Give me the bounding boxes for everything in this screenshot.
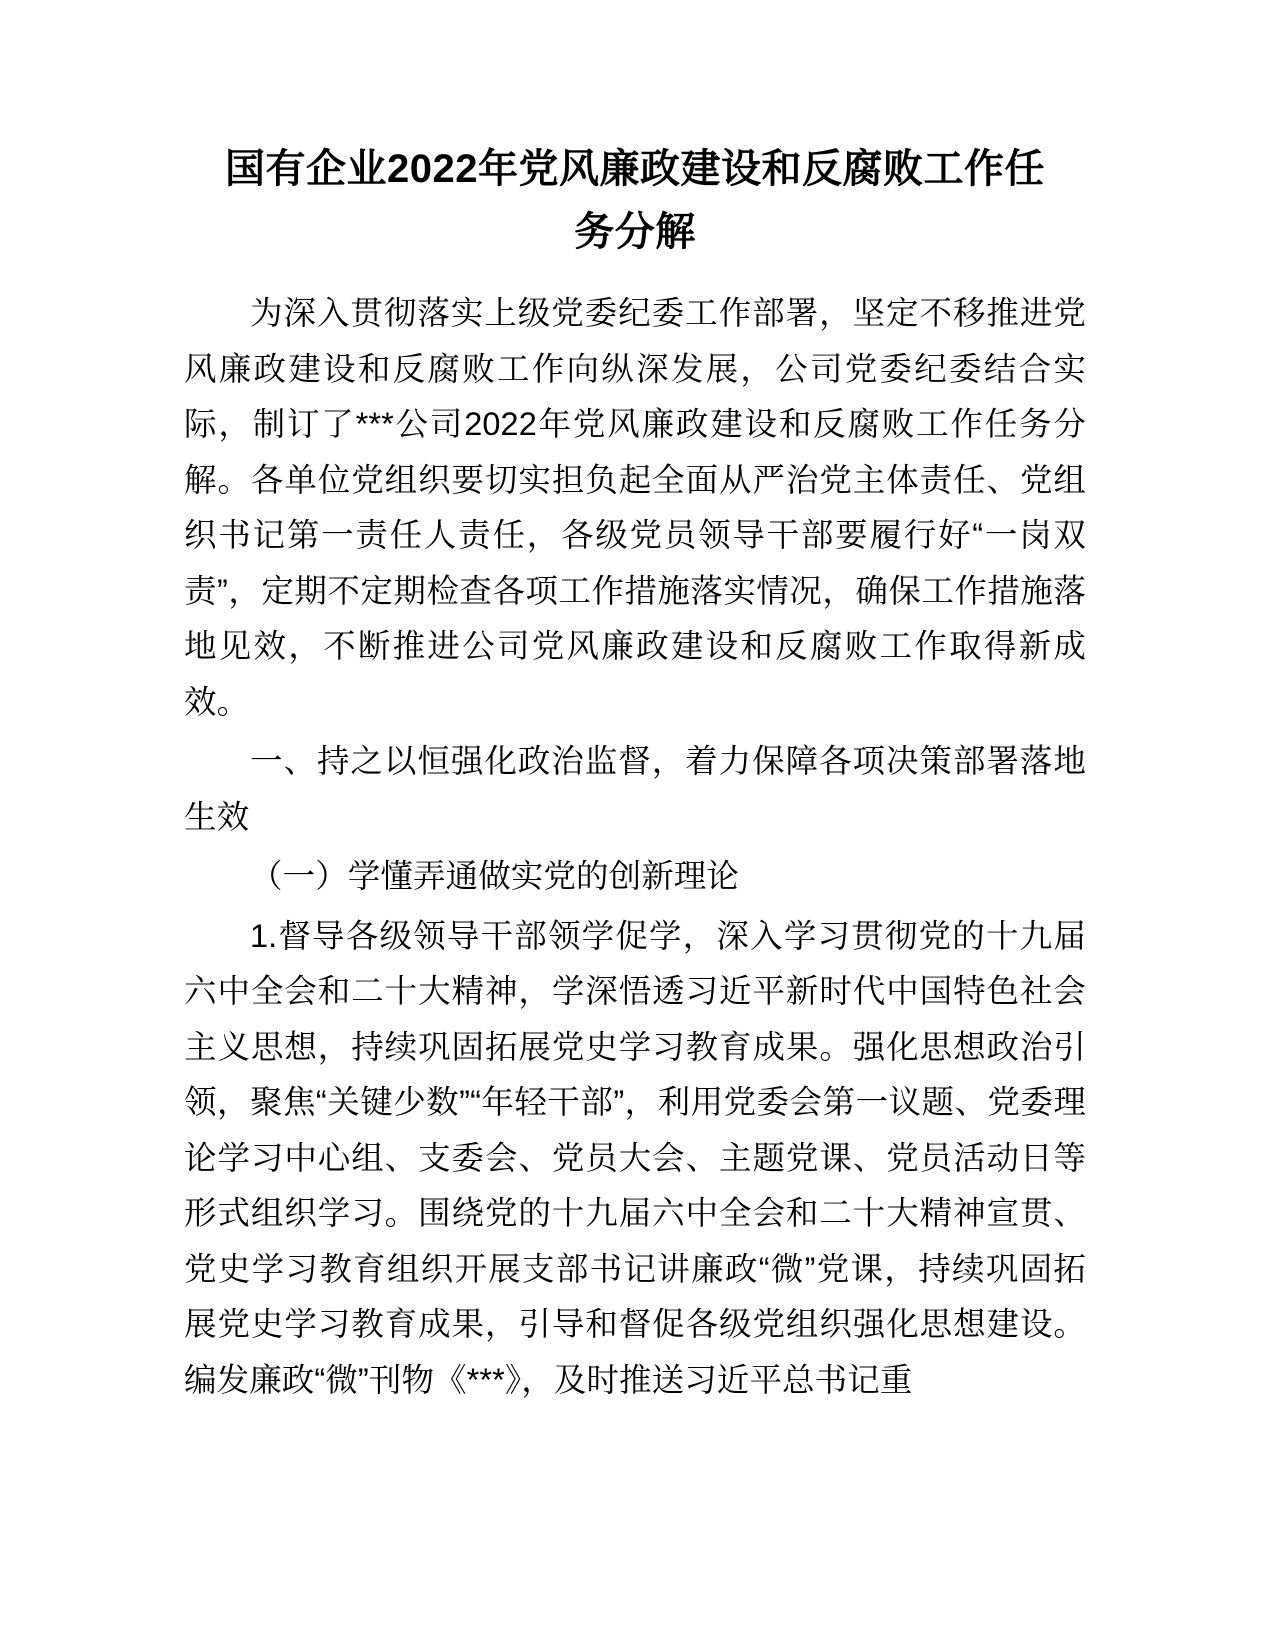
paragraph-item-1: 1.督导各级领导干部领学促学，深入学习贯彻党的十九届六中全会和二十大精神，学深悟透习近平新时代中国特色社会主义思想，持续巩固拓展党史学习教育成果。强化思想政治引领，聚焦“关键少数”“年轻干部”，利用党委会第一议题、党委理论学习中心组、支委会、党员大会、主题党课、党员活动日等形式组织学习。围绕党的十九届六中全会和二十大精神宣贯、党史学习教育组织开展支部书记讲廉政“微”党课，持续巩固拓展党史学习教育成果，引导和督促各级党组织强化思想建设。编发廉政“微”刊物《***》，及时推送习近平总书记重 bbox=[184, 917, 1086, 1398]
subsection-heading-1-1: （一）学懂弄通做实党的创新理论 bbox=[250, 858, 740, 894]
document-content bbox=[184, 138, 1086, 1412]
paragraph-intro: 为深入贯彻落实上级党委纪委工作部署，坚定不移推进党风廉政建设和反腐败工作向纵深发展，公司党委纪委结合实际，制订了***公司2022年党风廉政建设和反腐败工作任务分解。各单位党组织要切实担负起全面从严治党主体责任、党组织书记第一责任人责任，各级党员领导干部要履行好“一岗双责”，定期不定期检查各项工作措施落实情况，确保工作措施落地见效，不断推进公司党风廉政建设和反腐败工作取得新成效。 bbox=[184, 295, 1086, 720]
section-heading-1: 一、持之以恒强化政治监督，着力保障各项决策部署落地生效 bbox=[184, 743, 1086, 835]
page-title: 国有企业2022年党风廉政建设和反腐败工作任务分解 bbox=[225, 147, 1045, 254]
